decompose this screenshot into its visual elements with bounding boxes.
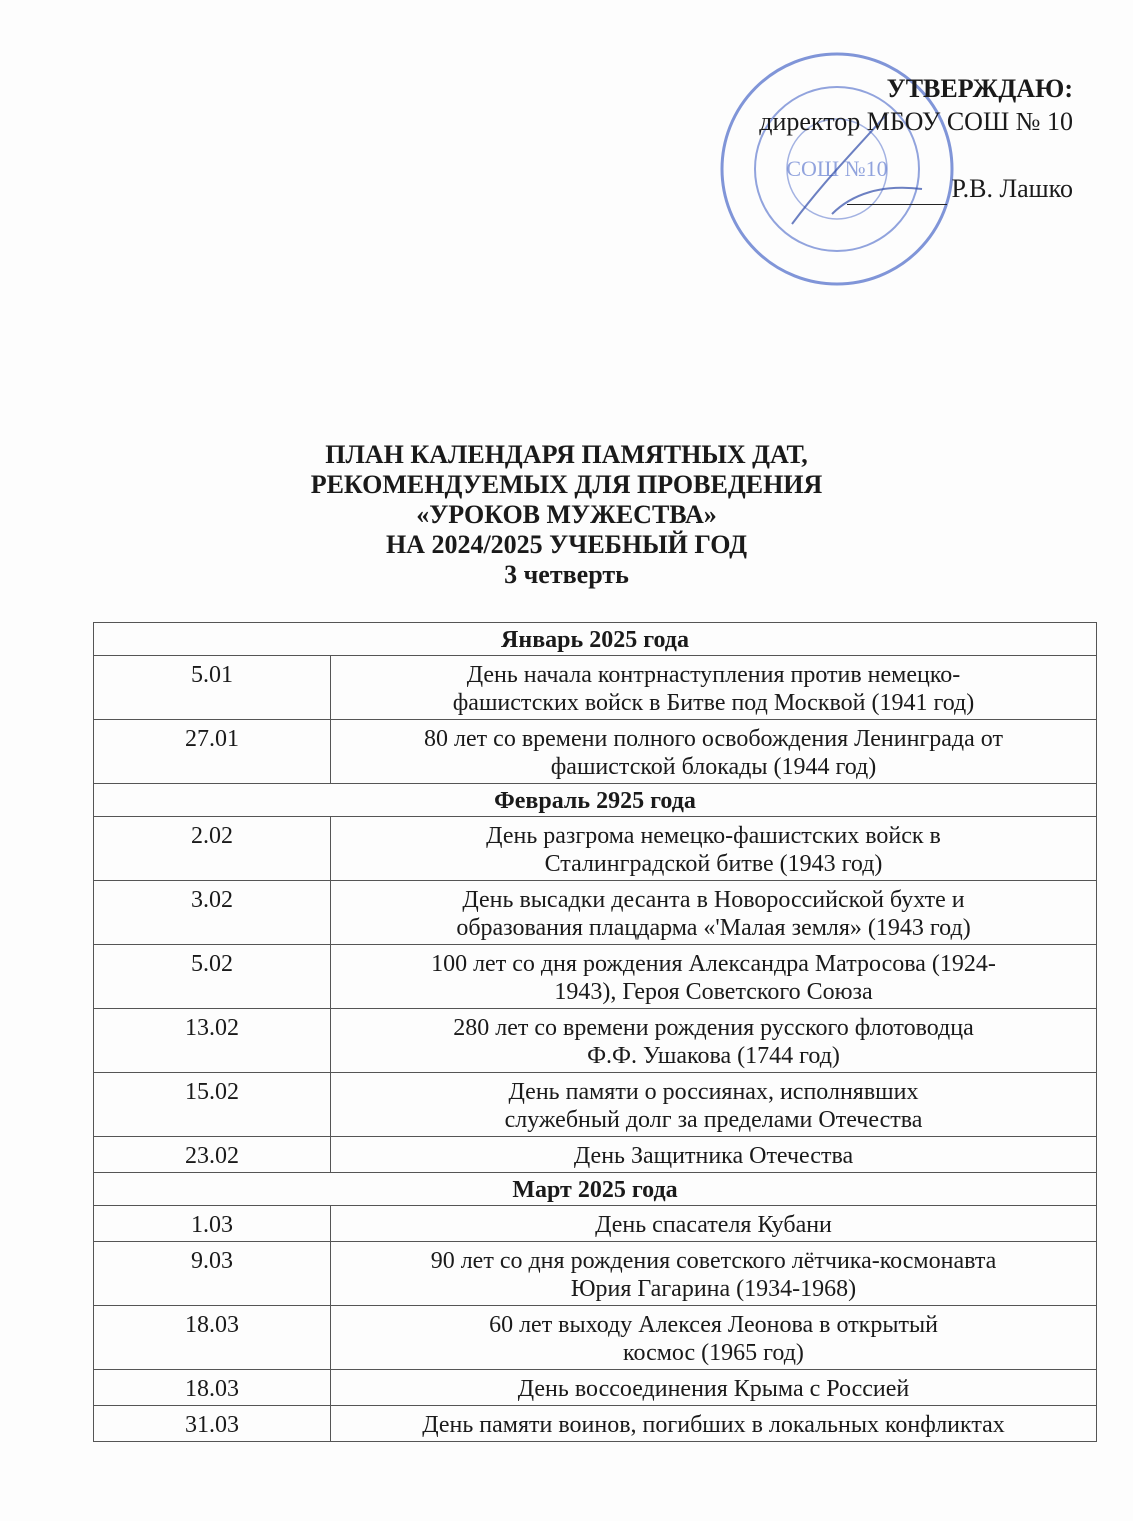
event-description — [331, 1073, 1097, 1137]
document-heading — [0, 440, 1133, 590]
event-line: Юрия Гагарина (1934-1968) — [570, 1276, 857, 1302]
table-row — [94, 1073, 1097, 1137]
event-line: День начала контрнаступления против немецко- — [466, 662, 961, 688]
table-row — [94, 1406, 1097, 1442]
heading-line-4: НА 2024/2025 УЧЕБНЫЙ ГОД — [385, 530, 748, 559]
event-date: 3.02 — [94, 881, 331, 945]
event-date: 5.02 — [94, 945, 331, 1009]
table-row — [94, 945, 1097, 1009]
event-line: 100 лет со дня рождения Александра Матросова (1924- — [431, 951, 996, 977]
event-description — [331, 1137, 1097, 1173]
event-line: 1943), Героя Советского Союза — [554, 979, 873, 1005]
event-description — [331, 1242, 1097, 1306]
approval-title: УТВЕРЖДАЮ: — [886, 74, 1073, 103]
event-line: День Защитника Отечества — [573, 1143, 854, 1169]
table-row — [94, 881, 1097, 945]
event-line: образования плацдарма «'Малая земля» (1943 год) — [456, 915, 971, 941]
event-description — [331, 817, 1097, 881]
event-date: 13.02 — [94, 1009, 331, 1073]
event-line: День воссоединения Крыма с Россией — [517, 1376, 910, 1402]
event-date: 31.03 — [94, 1406, 331, 1442]
table-row — [94, 1306, 1097, 1370]
approval-position: директор МБОУ СОШ № 10 — [759, 107, 1073, 136]
event-description — [331, 1370, 1097, 1406]
month-header-row — [94, 784, 1097, 817]
event-line: День высадки десанта в Новороссийской бухте и — [462, 887, 965, 913]
table-row — [94, 1242, 1097, 1306]
memorial-dates-table — [93, 622, 1097, 1442]
event-description — [331, 1406, 1097, 1442]
approval-block — [693, 72, 1073, 205]
month-header-row — [94, 1173, 1097, 1206]
event-line: 280 лет со времени рождения русского флотоводца — [453, 1015, 974, 1041]
table-body — [94, 623, 1097, 1442]
event-line: Сталинградской битве (1943 год) — [544, 851, 883, 877]
month-title: Февраль 2925 года — [94, 784, 1097, 817]
event-date: 1.03 — [94, 1206, 331, 1242]
table-row — [94, 1206, 1097, 1242]
table-row — [94, 1009, 1097, 1073]
event-date: 18.03 — [94, 1370, 331, 1406]
heading-line-5: 3 четверть — [504, 560, 629, 589]
event-date: 23.02 — [94, 1137, 331, 1173]
event-date: 18.03 — [94, 1306, 331, 1370]
event-line: фашистской блокады (1944 год) — [550, 754, 877, 780]
svg-text:СОШ №10: СОШ №10 — [786, 156, 888, 181]
event-description — [331, 720, 1097, 784]
event-line: День разгрома немецко-фашистских войск в — [486, 823, 941, 849]
table-row — [94, 656, 1097, 720]
event-line: служебный долг за пределами Отечества — [504, 1107, 923, 1133]
month-header-row — [94, 623, 1097, 656]
event-date: 2.02 — [94, 817, 331, 881]
event-date: 27.01 — [94, 720, 331, 784]
event-description — [331, 656, 1097, 720]
event-line: День памяти воинов, погибших в локальных конфликтах — [422, 1412, 1005, 1438]
event-line: Ф.Ф. Ушакова (1744 год) — [587, 1043, 840, 1069]
event-date: 5.01 — [94, 656, 331, 720]
event-date: 9.03 — [94, 1242, 331, 1306]
event-line: фашистских войск в Битве под Москвой (1941 год) — [452, 690, 975, 716]
table-row — [94, 1137, 1097, 1173]
event-line: 60 лет выходу Алексея Леонова в открытый — [489, 1312, 938, 1338]
table-row — [94, 1370, 1097, 1406]
month-title: Март 2025 года — [94, 1173, 1097, 1206]
signature-underline — [847, 184, 947, 205]
event-description — [331, 1009, 1097, 1073]
heading-line-1: ПЛАН КАЛЕНДАРЯ ПАМЯТНЫХ ДАТ, — [325, 440, 808, 469]
table-row — [94, 720, 1097, 784]
event-description — [331, 881, 1097, 945]
heading-line-3: «УРОКОВ МУЖЕСТВА» — [416, 500, 717, 529]
event-line: космос (1965 год) — [623, 1340, 804, 1366]
table-row — [94, 817, 1097, 881]
event-date: 15.02 — [94, 1073, 331, 1137]
event-description — [331, 1306, 1097, 1370]
event-description — [331, 1206, 1097, 1242]
approval-signature-line — [693, 172, 1073, 205]
heading-line-2: РЕКОМЕНДУЕМЫХ ДЛЯ ПРОВЕДЕНИЯ — [310, 470, 823, 499]
approval-signer: Р.В. Лашко — [951, 174, 1073, 203]
event-line: 80 лет со времени полного освобождения Ленинграда от — [424, 726, 1003, 752]
event-line: День спасателя Кубани — [595, 1212, 832, 1238]
event-description — [331, 945, 1097, 1009]
month-title: Январь 2025 года — [94, 623, 1097, 656]
event-line: День памяти о россиянах, исполнявших — [508, 1079, 919, 1105]
event-line: 90 лет со дня рождения советского лётчика-космонавта — [430, 1248, 997, 1274]
